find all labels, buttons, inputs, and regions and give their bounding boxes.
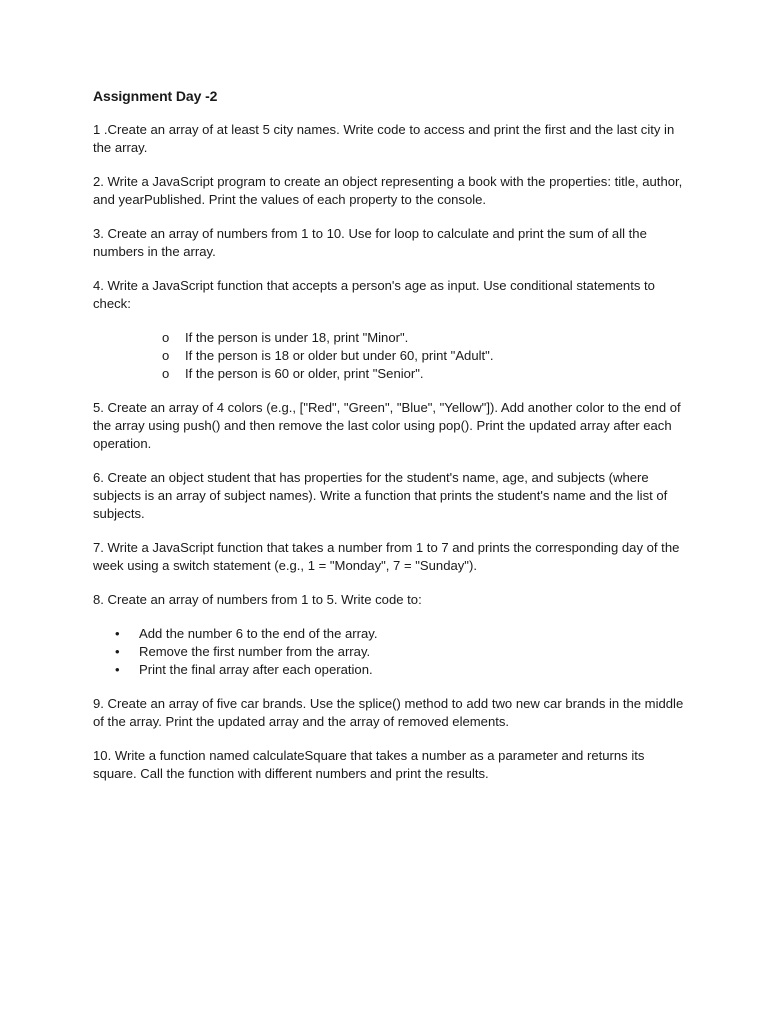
question-5: 5. Create an array of 4 colors (e.g., ["Red", "Green", "Blue", "Yellow"]). Add another color to the end of the array using push() and then remove the last color using pop(). Print the updated array after each operation.: [93, 400, 681, 451]
list-item-text: If the person is 60 or older, print "Senior".: [185, 366, 424, 381]
list-item: [93, 347, 685, 365]
list-item: [93, 365, 685, 383]
list-item: [93, 661, 685, 679]
disc-bullet-icon: •: [115, 662, 120, 677]
question-2: 2. Write a JavaScript program to create an object representing a book with the properties: title, author, and yearPublished. Print the values of each property to the console.: [93, 174, 683, 207]
disc-bullet-icon: •: [115, 644, 120, 659]
question-8: 8. Create an array of numbers from 1 to 5. Write code to:: [93, 592, 422, 607]
list-item: [93, 643, 685, 661]
list-item-text: Remove the first number from the array.: [139, 644, 371, 659]
list-item-text: Print the final array after each operation.: [139, 662, 373, 677]
list-item: [93, 329, 685, 347]
question-1: 1 .Create an array of at least 5 city names. Write code to access and print the first and the last city in the array.: [93, 122, 675, 155]
question-9: 9. Create an array of five car brands. Use the splice() method to add two new car brands in the middle of the array. Print the updated array and the array of removed elements.: [93, 696, 684, 729]
question-10: 10. Write a function named calculateSquare that takes a number as a parameter and returns its square. Call the function with different numbers and print the results.: [93, 748, 645, 781]
list-item-text: If the person is 18 or older but under 60, print "Adult".: [185, 348, 494, 363]
question-4-conditions-list: [93, 329, 685, 383]
question-8-steps-list: [93, 625, 685, 679]
question-4: 4. Write a JavaScript function that accepts a person's age as input. Use conditional statements to check:: [93, 278, 655, 311]
list-item-text: If the person is under 18, print "Minor".: [185, 330, 409, 345]
disc-bullet-icon: •: [115, 626, 120, 641]
circle-bullet-icon: o: [162, 330, 170, 345]
circle-bullet-icon: o: [162, 366, 170, 381]
question-7: 7. Write a JavaScript function that takes a number from 1 to 7 and prints the corresponding day of the week using a switch statement (e.g., 1 = "Monday", 7 = "Sunday").: [93, 540, 680, 573]
list-item: [93, 625, 685, 643]
question-3: 3. Create an array of numbers from 1 to 10. Use for loop to calculate and print the sum of all the numbers in the array.: [93, 226, 647, 259]
circle-bullet-icon: o: [162, 348, 170, 363]
document-title: Assignment Day -2: [93, 88, 218, 104]
list-item-text: Add the number 6 to the end of the array.: [139, 626, 378, 641]
document-page: [93, 86, 685, 799]
question-6: 6. Create an object student that has properties for the student's name, age, and subjects (where subjects is an array of subject names). Write a function that prints the student's name and the list of subjects.: [93, 470, 668, 521]
